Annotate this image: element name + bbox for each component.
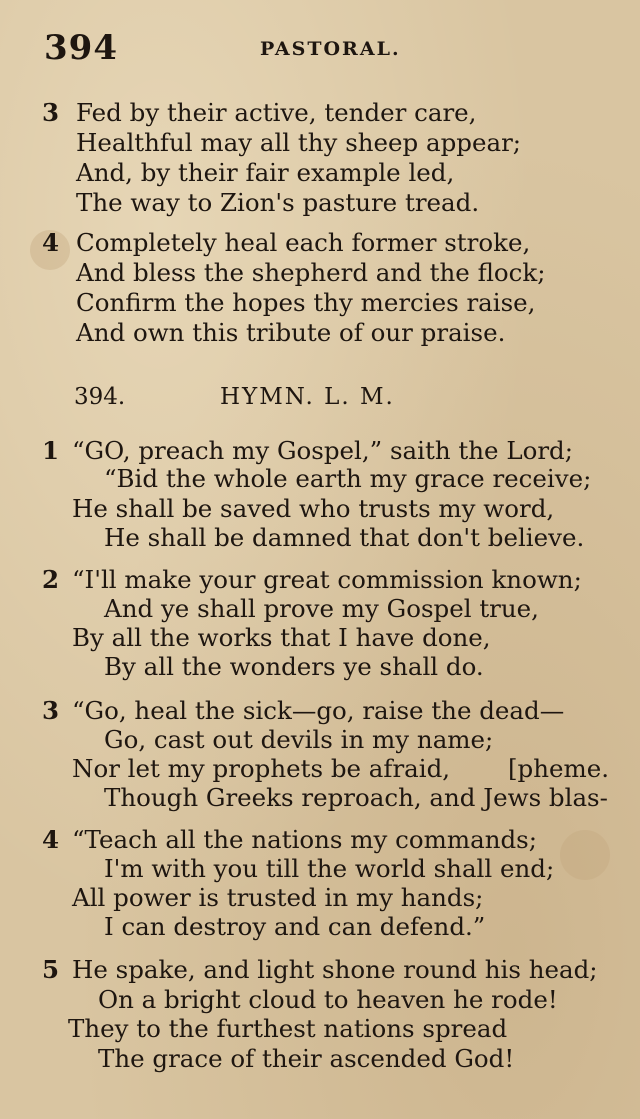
stanza-number: 4 [42,825,60,854]
verse-line: The way to Zion's pasture tread. [76,188,480,217]
verse-line: All power is trusted in my hands; [72,883,484,912]
page-header [0,28,640,68]
stanza-number: 5 [42,955,60,984]
stanza-number: 1 [42,436,60,465]
verse-line: “Go, heal the sick—go, raise the dead— [72,696,565,725]
verse-line: Fed by their active, tender care, [76,98,477,127]
verse-line: And, by their fair example led, [76,158,455,187]
verse-line: And bless the shepherd and the flock; [76,258,546,287]
verse-line: And own this tribute of our praise. [76,318,506,347]
hymn-title: HYMN. L. M. [220,384,395,410]
verse-line: “Teach all the nations my commands; [72,825,537,854]
verse-line: I can destroy and can defend.” [104,912,486,941]
verse-line: Completely heal each former stroke, [76,228,531,257]
page-number: 394 [44,28,118,68]
verse-line: They to the furthest nations spread [68,1014,508,1043]
stanza-number: 3 [42,98,60,127]
turnover-fragment: [pheme. [508,754,610,783]
foxing-spot [560,830,610,880]
verse-line: He spake, and light shone round his head; [72,955,598,984]
verse-line: “I'll make your great commission known; [72,565,582,594]
stanza-number: 2 [42,565,60,594]
verse-line: The grace of their ascended God! [98,1044,515,1073]
hymn-number: 394. [74,384,126,410]
verse-line: He shall be damned that don't believe. [104,523,585,552]
verse-line: And ye shall prove my Gospel true, [104,594,539,623]
verse-line: By all the works that I have done, [72,623,491,652]
verse-line: Confirm the hopes thy mercies raise, [76,288,536,317]
verse-line: “GO, preach my Gospel,” saith the Lord; [72,436,573,465]
verse-line: Nor let my prophets be afraid, [72,754,451,783]
running-head: PASTORAL. [260,38,401,60]
stanza-number: 4 [42,228,60,257]
verse-line: Though Greeks reproach, and Jews blas- [104,783,608,812]
verse-line: On a bright cloud to heaven he rode! [98,985,558,1014]
verse-line: He shall be saved who trusts my word, [72,494,555,523]
verse-line: Go, cast out devils in my name; [104,725,494,754]
verse-line: By all the wonders ye shall do. [104,652,484,681]
verse-line: Healthful may all thy sheep appear; [76,128,522,157]
verse-line: I'm with you till the world shall end; [104,854,555,883]
verse-line: “Bid the whole earth my grace receive; [104,464,592,493]
stanza-number: 3 [42,696,60,725]
